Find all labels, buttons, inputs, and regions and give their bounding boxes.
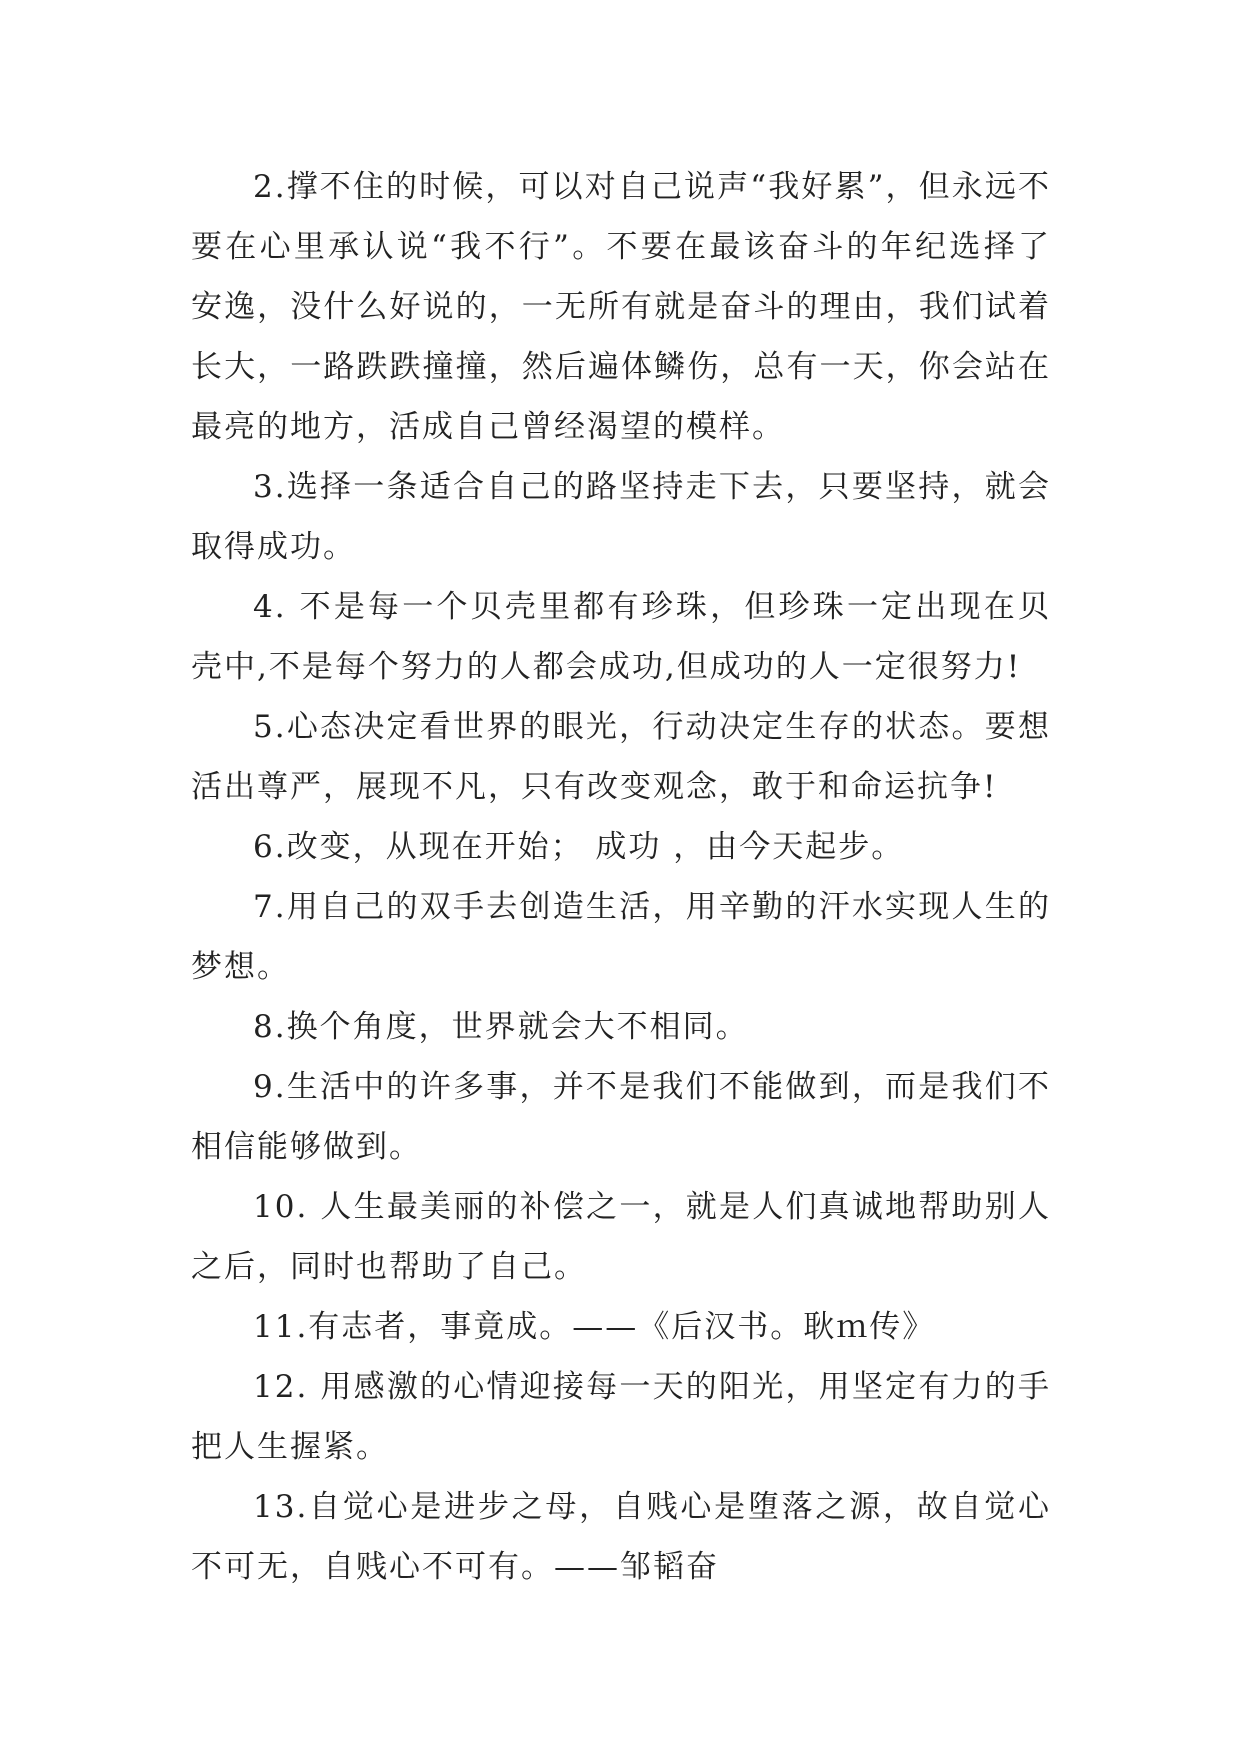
document-body [191,157,1051,1597]
paragraph-13: 13.自觉心是进步之母，自贱心是堕落之源，故自觉心不可无，自贱心不可有。——邹韬奋 [191,1489,1051,1585]
paragraph-11: 11.有志者，事竟成。——《后汉书。耿ｍ传》 [253,1309,936,1345]
paragraph-3: 3.选择一条适合自己的路坚持走下去，只要坚持，就会取得成功。 [191,469,1051,565]
paragraph-12: 12. 用感激的心情迎接每一天的阳光，用坚定有力的手把人生握紧。 [191,1369,1051,1465]
paragraph-8: 8.换个角度，世界就会大不相同。 [253,1009,749,1045]
paragraph-6: 6.改变，从现在开始； 成功 ，由今天起步。 [253,829,905,865]
paragraph-5: 5.心态决定看世界的眼光，行动决定生存的状态。要想活出尊严，展现不凡，只有改变观念，敢于和命运抗争! [191,709,1051,805]
paragraph-9: 9.生活中的许多事，并不是我们不能做到，而是我们不相信能够做到。 [191,1069,1051,1165]
paragraph-7: 7.用自己的双手去创造生活，用辛勤的汗水实现人生的梦想。 [191,889,1051,985]
paragraph-10: 10. 人生最美丽的补偿之一，就是人们真诚地帮助别人之后，同时也帮助了自己。 [191,1189,1051,1285]
paragraph-2: 2.撑不住的时候，可以对自己说声“我好累”，但永远不要在心里承认说“我不行”。不要在最该奋斗的年纪选择了安逸，没什么好说的，一无所有就是奋斗的理由，我们试着长大，一路跌跌撞撞，然后遍体鳞伤，总有一天，你会站在最亮的地方，活成自己曾经渴望的模样。 [191,169,1051,445]
paragraph-4: 4. 不是每一个贝壳里都有珍珠，但珍珠一定出现在贝壳中,不是每个努力的人都会成功,但成功的人一定很努力! [191,589,1051,685]
